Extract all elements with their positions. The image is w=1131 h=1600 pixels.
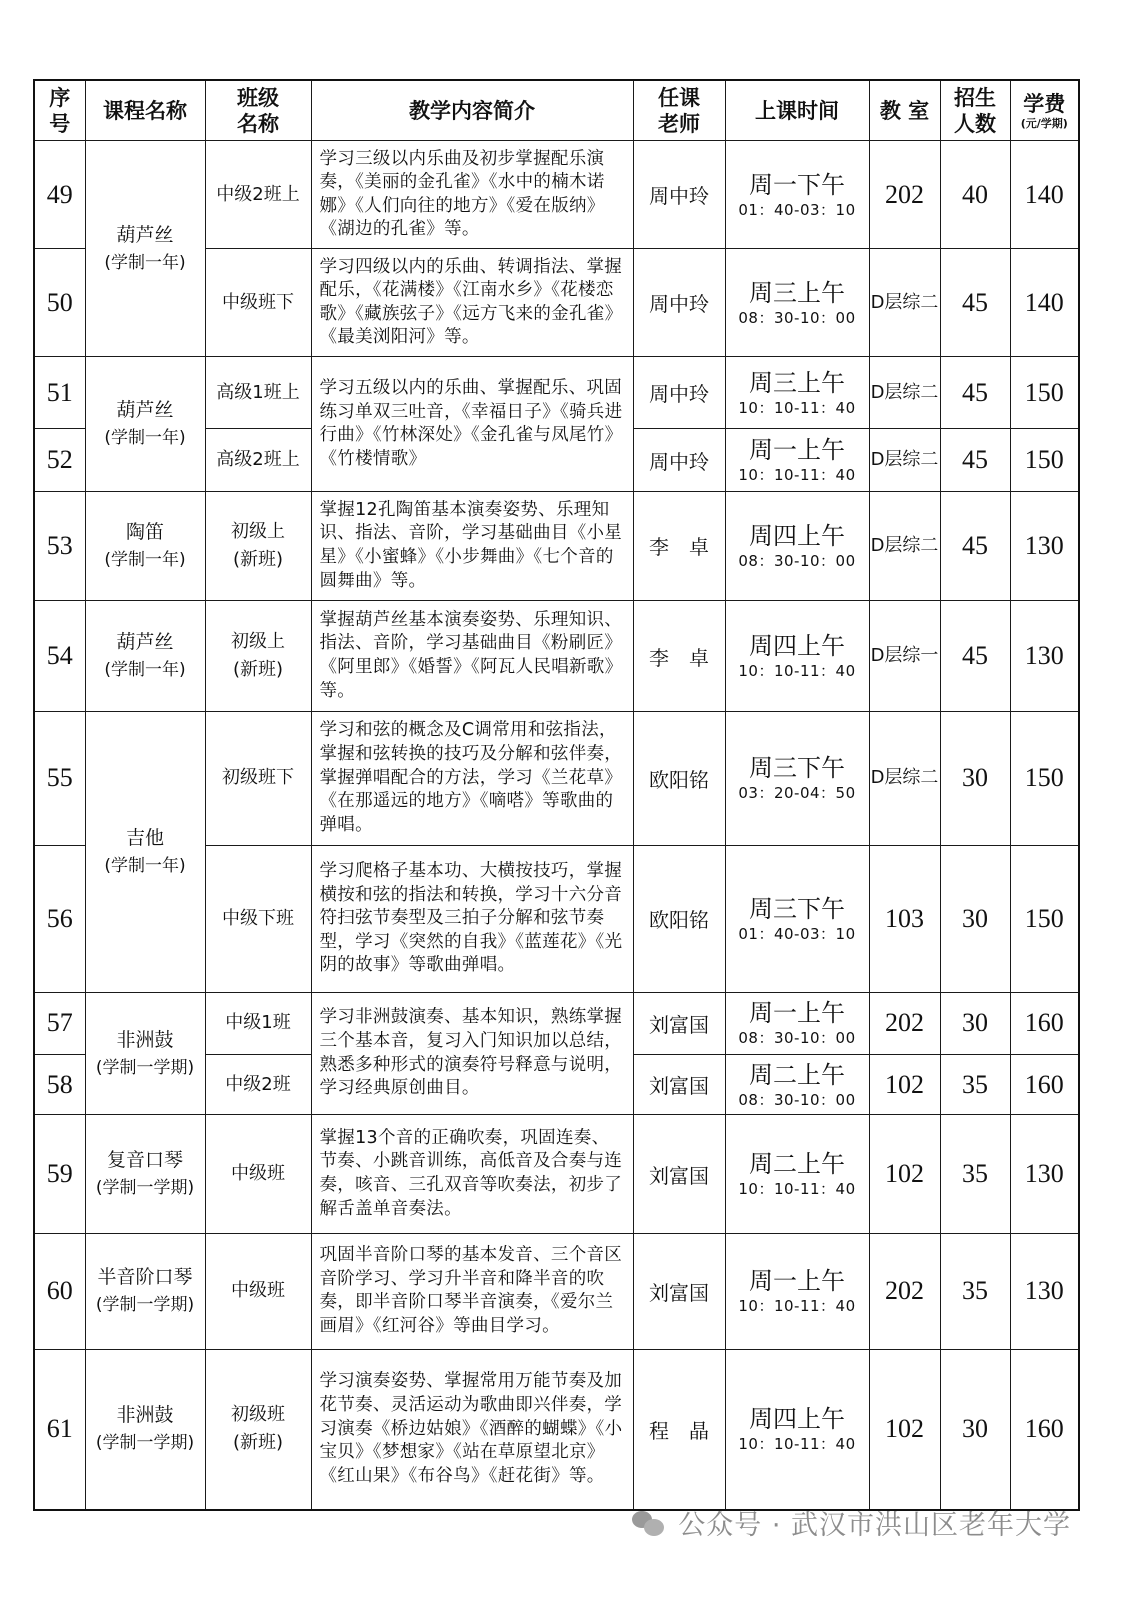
enrollment: 40	[940, 141, 1010, 249]
enrollment: 35	[940, 1233, 1010, 1349]
class-name: 初级班 (新班)	[205, 1349, 311, 1510]
course-name: 非洲鼓 (学制一学期)	[85, 1349, 205, 1510]
teacher: 刘富国	[633, 992, 725, 1054]
enrollment: 45	[940, 249, 1010, 357]
course-content: 掌握12孔陶笛基本演奏姿势、乐理知识、指法、音阶，学习基础曲目《小星星》《小蜜蜂》《小步舞曲》《七个音的圆舞曲》等。	[311, 491, 633, 600]
header-class: 班级 名称	[205, 80, 311, 141]
class-time: 周一上午 10：10-11：40	[725, 1233, 869, 1349]
header-content: 教学内容简介	[311, 80, 633, 141]
fee: 130	[1010, 1233, 1079, 1349]
teacher: 周中玲	[633, 429, 725, 492]
header-fee: 学费 (元/学期)	[1010, 80, 1079, 141]
teacher: 刘富国	[633, 1054, 725, 1115]
class-time: 周三上午 08：30-10：00	[725, 249, 869, 357]
classroom: 102	[869, 1115, 940, 1233]
classroom: D层综二	[869, 491, 940, 600]
course-content: 学习演奏姿势、掌握常用万能节奏及加花节奏、灵活运动为歌曲即兴伴奏，学习演奏《桥边姑娘》《酒醉的蝴蝶》《小宝贝》《梦想家》《站在草原望北京》《红山果》《布谷鸟》《赶花街》等。	[311, 1349, 633, 1510]
course-content: 学习五级以内的乐曲、掌握配乐、巩固练习单双三吐音，《幸福日子》《骑兵进行曲》《竹林深处》《金孔雀与凤尾竹》《竹楼情歌》	[311, 357, 633, 492]
fee: 150	[1010, 429, 1079, 492]
class-time: 周四上午 10：10-11：40	[725, 1349, 869, 1510]
class-name: 初级班下	[205, 712, 311, 846]
class-time: 周一上午 10：10-11：40	[725, 429, 869, 492]
course-name: 葫芦丝 (学制一年)	[85, 141, 205, 357]
class-name: 高级2班上	[205, 429, 311, 492]
watermark-text: 公众号 · 武汉市洪山区老年大学	[678, 1510, 1071, 1541]
enrollment: 30	[940, 992, 1010, 1054]
course-content: 学习非洲鼓演奏、基本知识，熟练掌握三个基本音，复习入门知识加以总结，熟悉多种形式的演奏符号释意与说明，学习经典原创曲目。	[311, 992, 633, 1114]
header-enroll: 招生 人数	[940, 80, 1010, 141]
class-name: 中级2班上	[205, 141, 311, 249]
row-seq: 57	[34, 992, 85, 1054]
enrollment: 30	[940, 1349, 1010, 1510]
classroom: 202	[869, 141, 940, 249]
fee: 130	[1010, 1115, 1079, 1233]
fee: 130	[1010, 601, 1079, 712]
classroom: D层综一	[869, 601, 940, 712]
classroom: D层综二	[869, 249, 940, 357]
wechat-icon	[632, 1509, 666, 1537]
enrollment: 45	[940, 491, 1010, 600]
teacher: 周中玲	[633, 141, 725, 249]
enrollment: 45	[940, 357, 1010, 429]
classroom: D层综二	[869, 712, 940, 846]
table-row	[34, 1349, 1079, 1510]
teacher: 程 晶	[633, 1349, 725, 1510]
header-seq: 序 号	[34, 80, 85, 141]
class-name: 高级1班上	[205, 357, 311, 429]
course-content: 学习四级以内的乐曲、转调指法、掌握配乐，《花满楼》《江南水乡》《花楼恋歌》《藏族弦子》《远方飞来的金孔雀》《最美浏阳河》等。	[311, 249, 633, 357]
class-time: 周一上午 08：30-10：00	[725, 992, 869, 1054]
row-seq: 50	[34, 249, 85, 357]
table-row	[34, 992, 1079, 1054]
row-seq: 61	[34, 1349, 85, 1510]
row-seq: 56	[34, 845, 85, 992]
table-row	[34, 357, 1079, 429]
teacher: 李 卓	[633, 601, 725, 712]
course-name: 半音阶口琴 (学制一学期)	[85, 1233, 205, 1349]
fee: 140	[1010, 141, 1079, 249]
watermark	[632, 1503, 1071, 1542]
classroom: 102	[869, 1054, 940, 1115]
row-seq: 58	[34, 1054, 85, 1115]
class-name: 中级班下	[205, 249, 311, 357]
class-name: 中级班	[205, 1233, 311, 1349]
teacher: 刘富国	[633, 1233, 725, 1349]
enrollment: 30	[940, 712, 1010, 846]
row-seq: 51	[34, 357, 85, 429]
fee: 130	[1010, 491, 1079, 600]
classroom: 202	[869, 1233, 940, 1349]
row-seq: 53	[34, 491, 85, 600]
fee: 150	[1010, 845, 1079, 992]
row-seq: 55	[34, 712, 85, 846]
teacher: 周中玲	[633, 249, 725, 357]
header-teacher: 任课 老师	[633, 80, 725, 141]
classroom: 102	[869, 1349, 940, 1510]
enrollment: 45	[940, 429, 1010, 492]
header-time: 上课时间	[725, 80, 869, 141]
course-content: 学习爬格子基本功、大横按技巧，掌握横按和弦的指法和转换，学习十六分音符扫弦节奏型及三拍子分解和弦节奏型，学习《突然的自我》《蓝莲花》《光阴的故事》等歌曲弹唱。	[311, 845, 633, 992]
class-name: 中级下班	[205, 845, 311, 992]
class-name: 初级上 (新班)	[205, 491, 311, 600]
course-name: 葫芦丝 (学制一年)	[85, 601, 205, 712]
course-content: 学习三级以内乐曲及初步掌握配乐演奏，《美丽的金孔雀》《水中的楠木诺娜》《人们向往的地方》《爱在版纳》《湖边的孔雀》等。	[311, 141, 633, 249]
classroom: D层综二	[869, 357, 940, 429]
row-seq: 49	[34, 141, 85, 249]
class-time: 周一下午 01：40-03：10	[725, 141, 869, 249]
teacher: 周中玲	[633, 357, 725, 429]
course-name: 吉他 (学制一年)	[85, 712, 205, 993]
teacher: 欧阳铭	[633, 712, 725, 846]
fee: 150	[1010, 712, 1079, 846]
fee: 140	[1010, 249, 1079, 357]
course-content: 巩固半音阶口琴的基本发音、三个音区音阶学习、学习升半音和降半音的吹奏，即半音阶口琴半音演奏，《爱尔兰画眉》《红河谷》等曲目学习。	[311, 1233, 633, 1349]
enrollment: 30	[940, 845, 1010, 992]
header-row	[34, 80, 1079, 141]
enrollment: 45	[940, 601, 1010, 712]
class-time: 周二上午 08：30-10：00	[725, 1054, 869, 1115]
class-time: 周三上午 10：10-11：40	[725, 357, 869, 429]
teacher: 刘富国	[633, 1115, 725, 1233]
fee: 150	[1010, 357, 1079, 429]
table-row	[34, 1115, 1079, 1233]
table-row	[34, 491, 1079, 600]
course-content: 掌握13个音的正确吹奏，巩固连奏、节奏、小跳音训练，高低音及合奏与连奏，咳音、三孔双音等吹奏法，初步了解舌盖单音奏法。	[311, 1115, 633, 1233]
classroom: 103	[869, 845, 940, 992]
enrollment: 35	[940, 1054, 1010, 1115]
class-name: 中级2班	[205, 1054, 311, 1115]
course-name: 非洲鼓 (学制一学期)	[85, 992, 205, 1114]
classroom: D层综二	[869, 429, 940, 492]
enrollment: 35	[940, 1115, 1010, 1233]
class-name: 中级1班	[205, 992, 311, 1054]
class-time: 周四上午 08：30-10：00	[725, 491, 869, 600]
course-table	[33, 79, 1080, 1511]
table-row	[34, 141, 1079, 249]
class-time: 周三下午 01：40-03：10	[725, 845, 869, 992]
header-course: 课程名称	[85, 80, 205, 141]
course-name: 复音口琴 (学制一学期)	[85, 1115, 205, 1233]
table-row	[34, 601, 1079, 712]
course-name: 陶笛 (学制一年)	[85, 491, 205, 600]
fee: 160	[1010, 992, 1079, 1054]
header-room: 教 室	[869, 80, 940, 141]
row-seq: 54	[34, 601, 85, 712]
course-content: 学习和弦的概念及C调常用和弦指法，掌握和弦转换的技巧及分解和弦伴奏，掌握弹唱配合的方法，学习《兰花草》《在那遥远的地方》《嘀嗒》等歌曲的弹唱。	[311, 712, 633, 846]
class-time: 周二上午 10：10-11：40	[725, 1115, 869, 1233]
row-seq: 59	[34, 1115, 85, 1233]
teacher: 李 卓	[633, 491, 725, 600]
course-content: 掌握葫芦丝基本演奏姿势、乐理知识、指法、音阶，学习基础曲目《粉刷匠》《阿里郎》《婚誓》《阿瓦人民唱新歌》等。	[311, 601, 633, 712]
row-seq: 52	[34, 429, 85, 492]
class-time: 周四上午 10：10-11：40	[725, 601, 869, 712]
fee: 160	[1010, 1349, 1079, 1510]
class-name: 中级班	[205, 1115, 311, 1233]
table-row	[34, 712, 1079, 846]
teacher: 欧阳铭	[633, 845, 725, 992]
class-time: 周三下午 03：20-04：50	[725, 712, 869, 846]
class-name: 初级上 (新班)	[205, 601, 311, 712]
table-row	[34, 1233, 1079, 1349]
course-name: 葫芦丝 (学制一年)	[85, 357, 205, 492]
row-seq: 60	[34, 1233, 85, 1349]
fee: 160	[1010, 1054, 1079, 1115]
classroom: 202	[869, 992, 940, 1054]
